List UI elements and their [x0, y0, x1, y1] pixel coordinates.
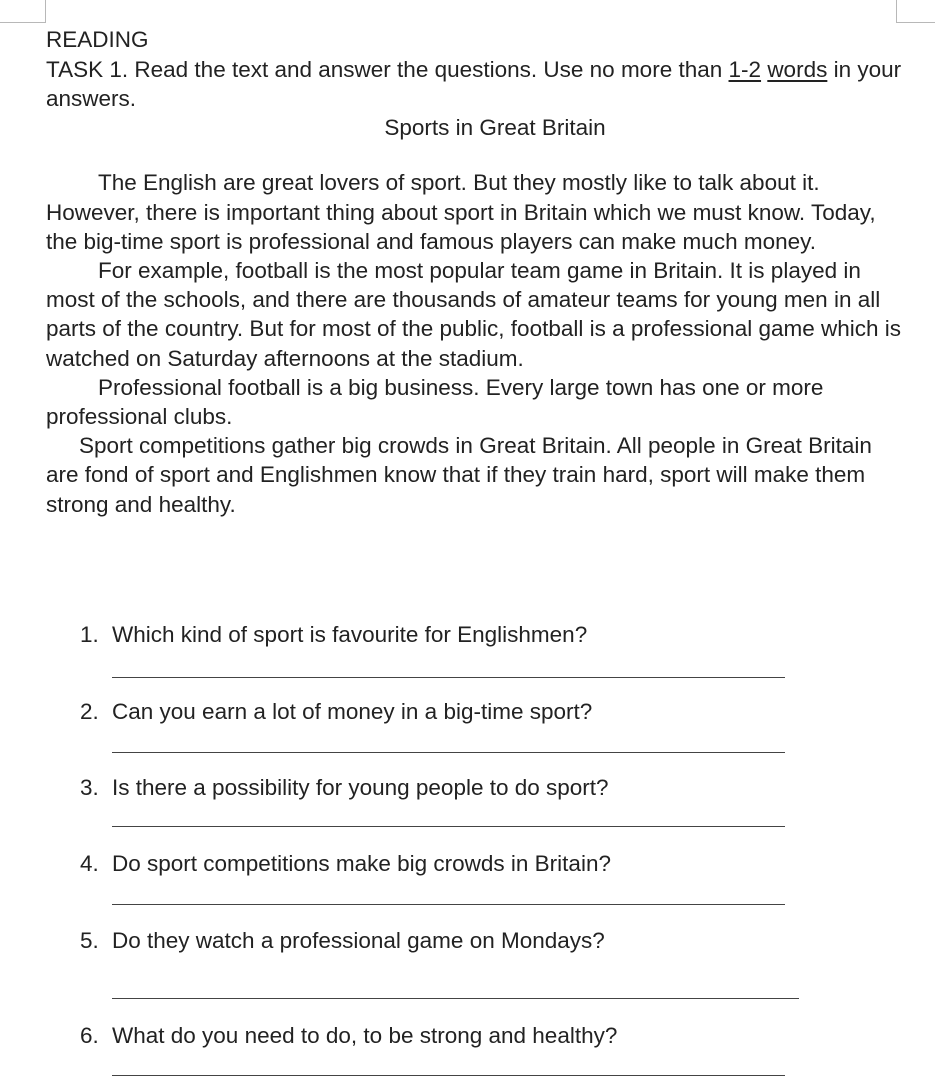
section-heading: READING: [46, 27, 149, 52]
crop-mark-right-horizontal: [896, 22, 935, 23]
question-1: [80, 620, 587, 649]
question-text: Do sport competitions make big crowds in Britain?: [112, 851, 611, 876]
document-page: [46, 25, 906, 519]
task-label: TASK 1.: [46, 57, 129, 82]
question-text: Do they watch a professional game on Mondays?: [112, 928, 605, 953]
question-2: [80, 697, 592, 726]
task-limit-b: words: [767, 57, 828, 82]
question-4: [80, 849, 611, 878]
crop-mark-right-vertical: [896, 0, 897, 22]
question-number: 4.: [80, 851, 99, 876]
text-title: Sports in Great Britain: [384, 115, 606, 141]
question-5: [80, 926, 605, 955]
answer-line-3[interactable]: [112, 826, 785, 827]
answer-line-5[interactable]: [112, 998, 799, 999]
question-3: [80, 773, 609, 802]
question-number: 1.: [80, 622, 99, 647]
task-instruction-start: Read the text and answer the questions. Use no more than: [134, 57, 723, 82]
answer-line-1[interactable]: [112, 677, 785, 678]
question-6: [80, 1021, 617, 1050]
question-text: Is there a possibility for young people to do sport?: [112, 775, 609, 800]
question-number: 3.: [80, 775, 99, 800]
paragraph-4: Sport competitions gather big crowds in Great Britain. All people in Great Britain are fond of sport and Englishmen know that if they train hard, sport will make them strong and healthy.: [46, 433, 872, 517]
paragraph-2: For example, football is the most popular team game in Britain. It is played in most of the schools, and there are thousands of amateur teams for young men in all parts of the country. But for most of the public, football is a professional game which is watched on Saturday afternoons at the stadium.: [46, 258, 902, 371]
task-instruction-end: in your answers.: [46, 57, 902, 112]
answer-line-4[interactable]: [112, 904, 785, 905]
question-text: Which kind of sport is favourite for Englishmen?: [112, 622, 588, 647]
question-number: 6.: [80, 1023, 99, 1048]
answer-line-2[interactable]: [112, 752, 785, 753]
paragraph-1: The English are great lovers of sport. But they mostly like to talk about it. However, there is important thing about sport in Britain which we must know. Today, the big-time sport is professional and famous players can make much money.: [46, 170, 876, 254]
crop-mark-left-horizontal: [0, 22, 46, 23]
question-number: 2.: [80, 699, 99, 724]
question-text: Can you earn a lot of money in a big-time sport?: [112, 699, 593, 724]
crop-mark-left-vertical: [45, 0, 46, 22]
task-limit-a: 1-2: [728, 57, 762, 82]
task-instruction: [46, 55, 906, 113]
question-text: What do you need to do, to be strong and healthy?: [112, 1023, 618, 1048]
question-number: 5.: [80, 928, 99, 953]
paragraph-3: Professional football is a big business. Every large town has one or more professional clubs.: [46, 374, 824, 430]
answer-line-6[interactable]: [112, 1075, 785, 1076]
